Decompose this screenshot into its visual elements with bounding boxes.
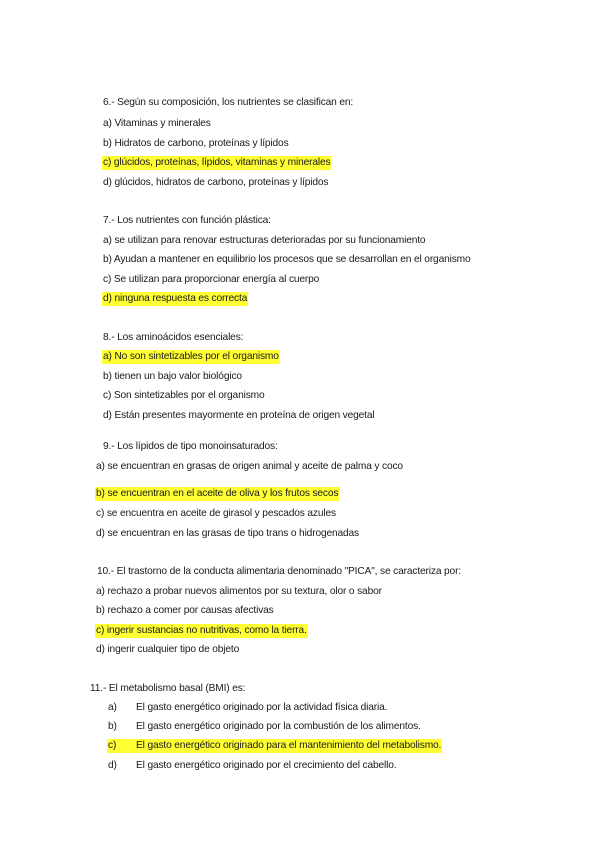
option-b: b) Hidratos de carbono, proteínas y lípidos (103, 138, 289, 149)
option-text: El gasto energético originado por la actividad física diaria. (136, 702, 388, 713)
option-b: b) Ayudan a mantener en equilibrio los procesos que se desarrollan en el organismo (103, 254, 471, 265)
option-d-highlighted: d) ninguna respuesta es correcta (103, 293, 248, 304)
question-title: 8.- Los aminoácidos esenciales: (103, 332, 244, 343)
option-a: a) rechazo a probar nuevos alimentos por su textura, olor o sabor (96, 586, 382, 597)
option-text: El gasto energético originado para el mantenimiento del metabolismo. (136, 740, 442, 751)
option-a: a) se utilizan para renovar estructuras deterioradas por su funcionamiento (103, 235, 426, 246)
option-letter: d) (108, 760, 117, 771)
question-title: 7.- Los nutrientes con función plástica: (103, 215, 271, 226)
option-b-highlighted: b) se encuentran en el aceite de oliva y los frutos secos (96, 488, 339, 499)
option-b (108, 720, 421, 734)
question-title: 11.- El metabolismo basal (BMI) es: (90, 683, 246, 694)
option-a: a) se encuentran en grasas de origen animal y aceite de palma y coco (96, 461, 403, 472)
option-b: b) rechazo a comer por causas afectivas (96, 605, 274, 616)
option-c: c) Se utilizan para proporcionar energía al cuerpo (103, 274, 320, 285)
option-letter: a) (108, 702, 117, 713)
option-c-highlighted: c) glúcidos, proteínas, lípidos, vitaminas y minerales (103, 157, 331, 168)
option-d: d) Están presentes mayormente en proteína de origen vegetal (103, 410, 375, 421)
option-a-highlighted: a) No son sintetizables por el organismo (103, 351, 279, 362)
option-d (108, 759, 396, 773)
option-b: b) tienen un bajo valor biológico (103, 371, 242, 382)
option-text: El gasto energético originado por el crecimiento del cabello. (136, 760, 397, 771)
question-title: 9.- Los lípidos de tipo monoinsaturados: (103, 441, 278, 452)
option-a (108, 701, 387, 715)
option-letter: c) (108, 740, 117, 751)
option-d: d) ingerir cualquier tipo de objeto (96, 644, 240, 655)
question-title: 10.- El trastorno de la conducta alimentaria denominado "PICA", se caracteriza por: (97, 566, 461, 577)
option-d: d) glúcidos, hidratos de carbono, proteínas y lípidos (103, 177, 329, 188)
option-c: c) se encuentra en aceite de girasol y pescados azules (96, 508, 336, 519)
option-c-highlighted: c) ingerir sustancias no nutritivas, como la tierra. (96, 625, 307, 636)
option-text: El gasto energético originado por la combustión de los alimentos. (136, 721, 421, 732)
question-title: 6.- Según su composición, los nutrientes se clasifican en: (103, 97, 354, 108)
option-a: a) Vitaminas y minerales (103, 118, 211, 129)
option-c: c) Son sintetizables por el organismo (103, 390, 265, 401)
option-c-highlighted (107, 739, 442, 753)
option-d: d) se encuentran en las grasas de tipo trans o hidrogenadas (96, 528, 359, 539)
option-letter: b) (108, 721, 117, 732)
